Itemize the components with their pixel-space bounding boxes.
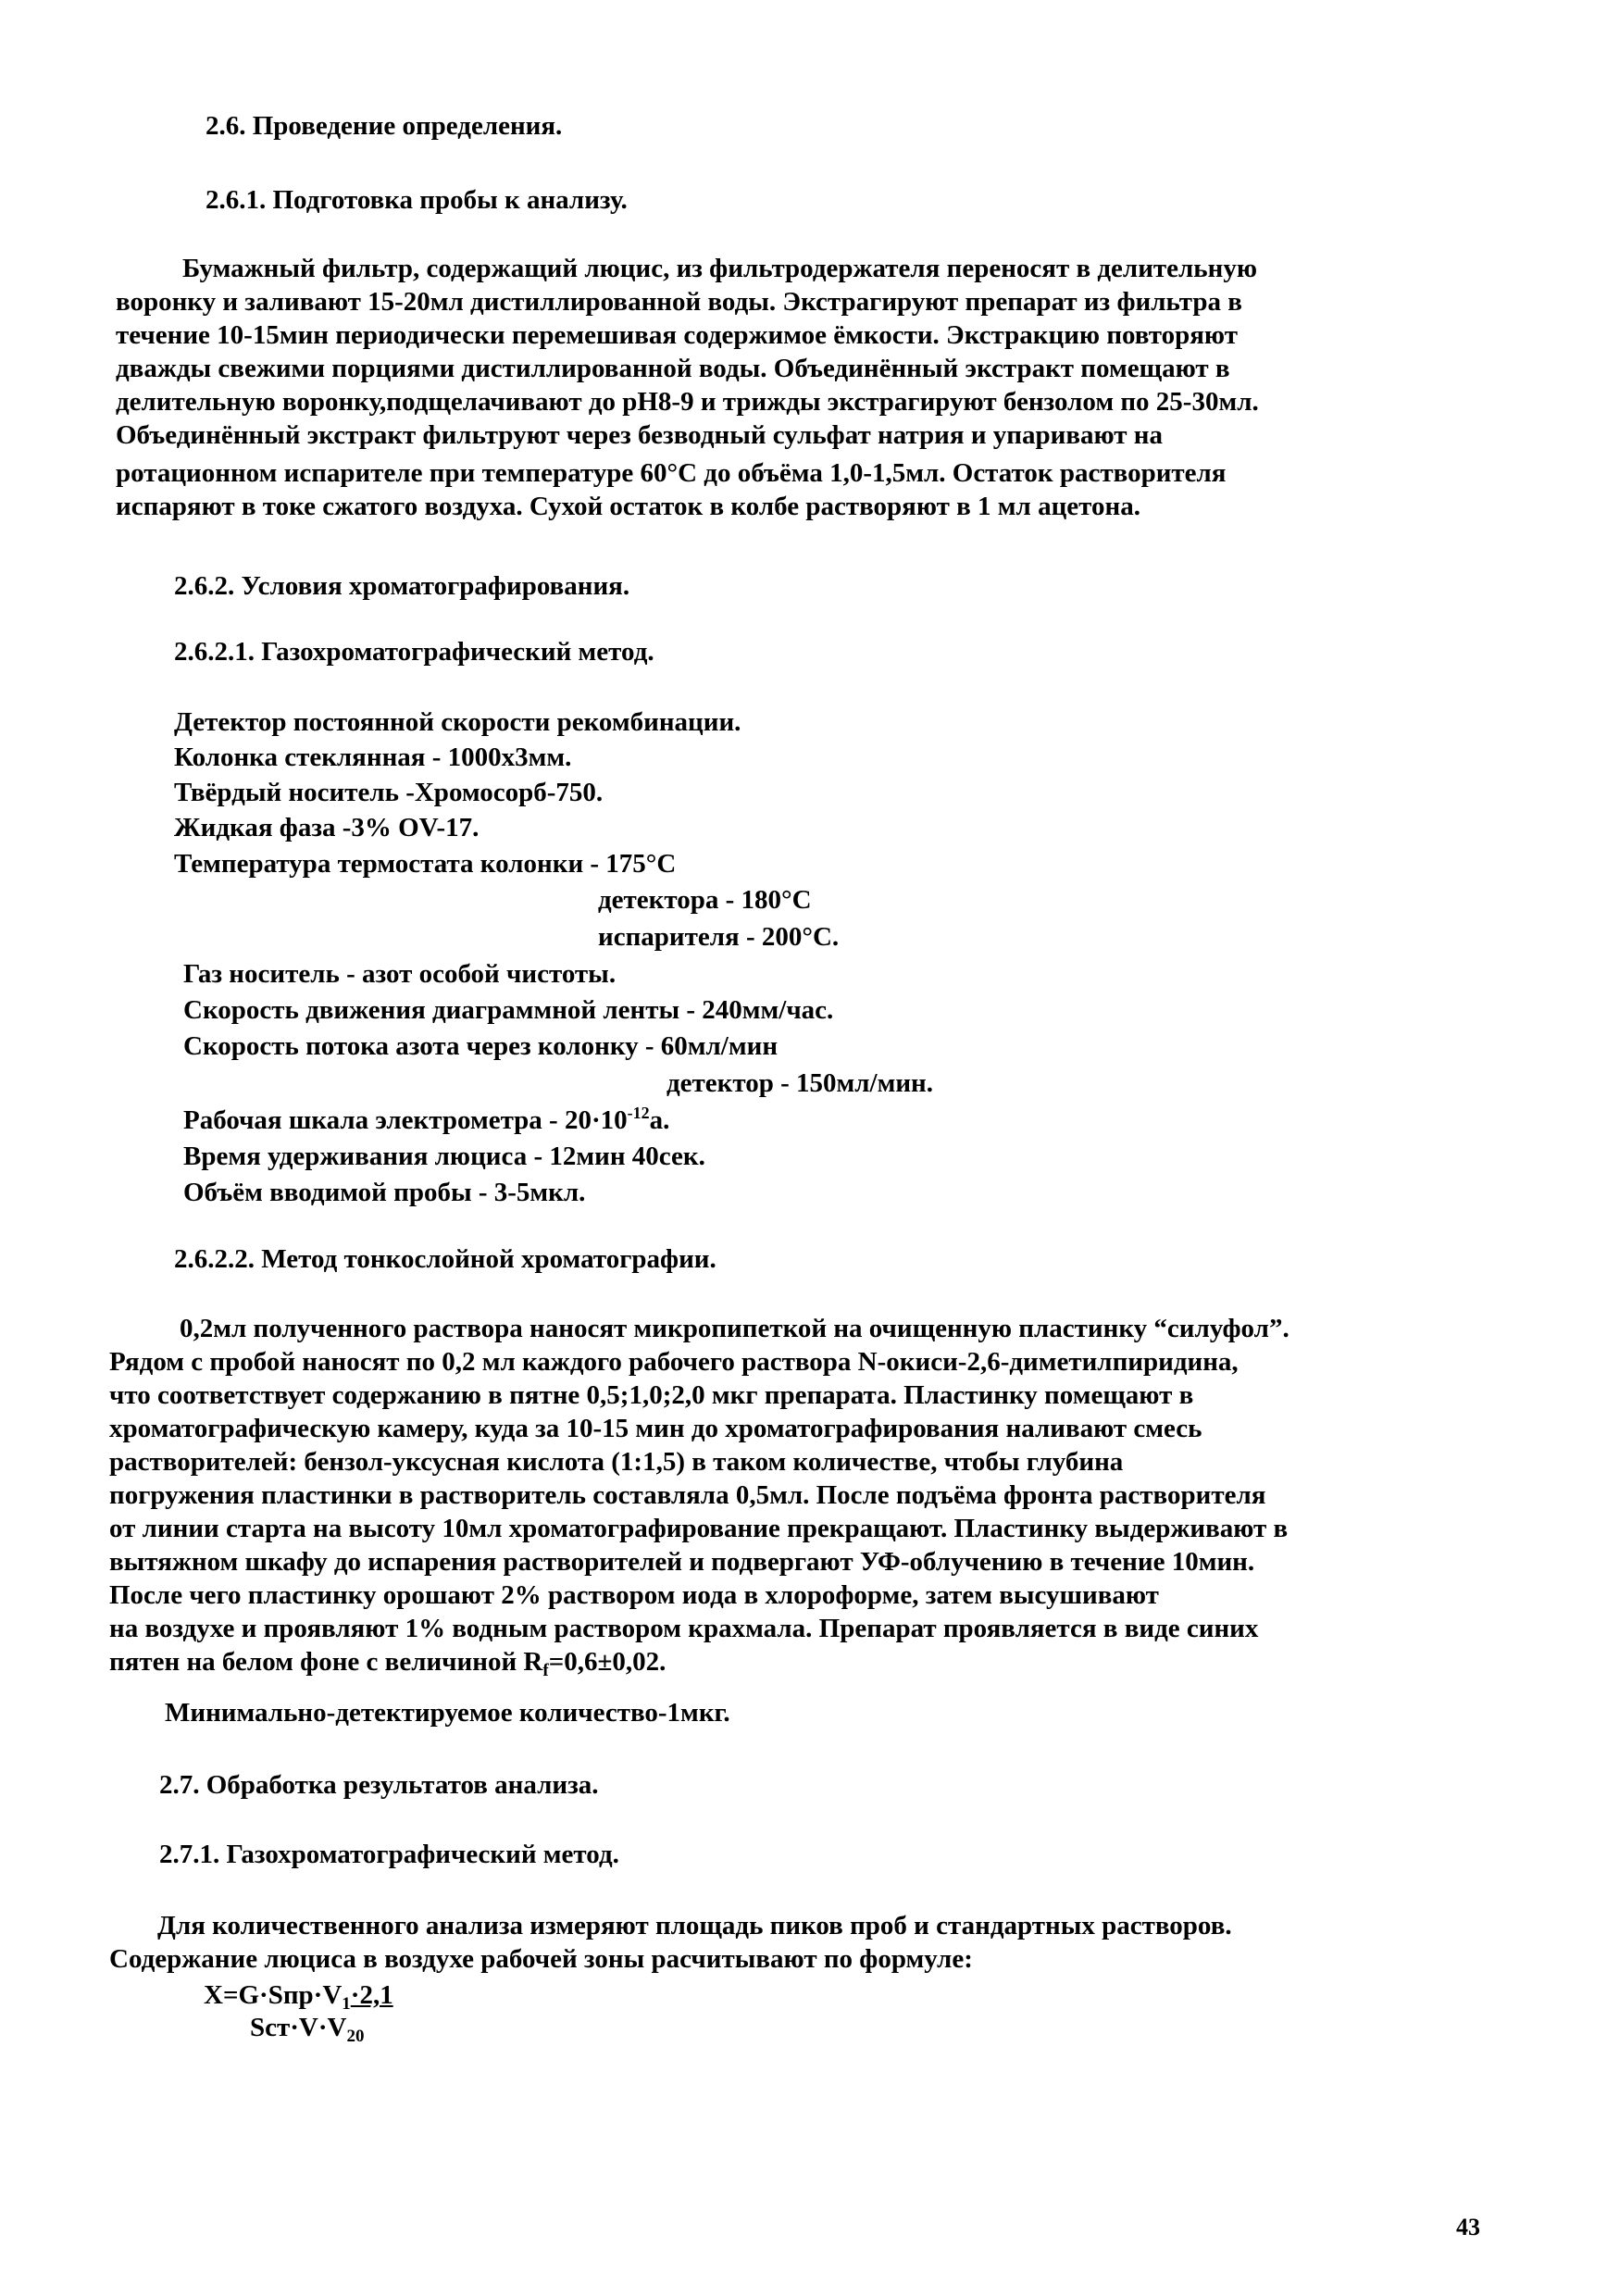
paragraph-line: испаряют в токе сжатого воздуха. Сухой остаток в колбе растворяют в 1 мл ацетона. xyxy=(116,492,1140,521)
tlc-paragraph xyxy=(109,1312,1572,1678)
gc-column: Колонка стеклянная - 1000х3мм. xyxy=(174,742,572,772)
gc-solid-support: Твёрдый носитель -Хромосорб-750. xyxy=(174,778,604,807)
paragraph-line: После чего пластинку орошают 2% раствором иода в хлороформе, затем высушивают xyxy=(109,1580,1159,1610)
heading-2-6-2-1: 2.6.2.1. Газохроматографический метод. xyxy=(174,637,654,667)
paragraph-line: погружения пластинки в растворитель составляла 0,5мл. После подъёма фронта растворителя xyxy=(109,1480,1266,1510)
gc-temp-detector: детектора - 180°С xyxy=(598,885,812,915)
formula-denominator: $Sст\cdot V\cdot V_{20}$ xyxy=(250,2013,365,2046)
paragraph-line: Объединённый экстракт фильтруют через безводный сульфат натрия и упаривают на xyxy=(116,420,1163,450)
sample-prep-paragraph xyxy=(116,252,1560,523)
paragraph-line: на воздухе и проявляют 1% водным раствором крахмала. Препарат проявляется в виде синих xyxy=(109,1614,1259,1643)
paragraph-line: что соответствует содержанию в пятне 0,5;1,0;2,0 мкг препарата. Пластинку помещают в xyxy=(109,1380,1194,1410)
min-detectable-quantity: Минимально-детектируемое количество-1мкг. xyxy=(165,1698,730,1728)
paragraph-line: Бумажный фильтр, содержащий люцис, из фильтродержателя переносят в делительную xyxy=(182,254,1257,283)
gc-electrometer-scale: Рабочая шкала электрометра - $20\cdot 10^{-12}а$. xyxy=(183,1104,670,1135)
paragraph-line: ротационном испарителе при температуре 60°С до объёма 1,0-1,5мл. Остаток растворителя xyxy=(116,458,1227,488)
paragraph-line: от линии старта на высоту 10мл хроматографирование прекращают. Пластинку выдерживают в xyxy=(109,1514,1289,1543)
paragraph-line: течение 10-15мин периодически перемешивая содержимое ёмкости. Экстракцию повторяют xyxy=(116,320,1238,350)
formula-numerator: $X=G\cdot Sпр\cdot V_1\cdot 2,1$ xyxy=(204,1980,393,2014)
analysis-paragraph xyxy=(109,1909,1572,1976)
paragraph-line: Для количественного анализа измеряют площадь пиков проб и стандартных растворов. xyxy=(157,1911,1232,1940)
heading-2-6-2: 2.6.2. Условия хроматографирования. xyxy=(174,571,630,601)
paragraph-line: 0,2мл полученного раствора наносят микропипеткой на очищенную пластинку “силуфол”. xyxy=(180,1314,1289,1343)
gc-sample-volume: Объём вводимой пробы - 3-5мкл. xyxy=(183,1178,586,1207)
paragraph-line: вытяжном шкафу до испарения растворителей и подвергают УФ-облучению в течение 10мин. xyxy=(109,1547,1255,1577)
gc-retention-time: Время удерживания люциса - 12мин 40сек. xyxy=(183,1142,705,1171)
gc-detector: Детектор постоянной скорости рекомбинации. xyxy=(174,707,741,737)
gc-carrier-gas: Газ носитель - азот особой чистоты. xyxy=(183,959,617,989)
heading-2-6: 2.6. Проведение определения. xyxy=(206,111,563,141)
gc-liquid-phase: Жидкая фаза -3% OV-17. xyxy=(174,813,480,842)
paragraph-line: хроматографическую камеру, куда за 10-15 мин до хроматографирования наливают смесь xyxy=(109,1414,1202,1443)
paragraph-line: пятен на белом фоне с величиной $R_f=0,6\pm 0,02$. xyxy=(109,1647,666,1680)
paragraph-line: Содержание люциса в воздухе рабочей зоны расчитывают по формуле: xyxy=(109,1944,973,1974)
paragraph-line: воронку и заливают 15-20мл дистиллированной воды. Экстрагируют препарат из фильтра в xyxy=(116,287,1242,317)
gc-chart-speed: Скорость движения диаграммной ленты - 240мм/час. xyxy=(183,995,834,1025)
heading-2-6-1: 2.6.1. Подготовка пробы к анализу. xyxy=(206,185,628,215)
paragraph-line: растворителей: бензол-уксусная кислота (1:1,5) в таком количестве, чтобы глубина xyxy=(109,1447,1124,1477)
heading-2-6-2-2: 2.6.2.2. Метод тонкослойной хроматографии. xyxy=(174,1244,716,1274)
gc-nitrogen-flow: Скорость потока азота через колонку - 60мл/мин xyxy=(183,1031,779,1061)
paragraph-line: Рядом с пробой наносят по 0,2 мл каждого рабочего раствора N-окиси-2,6-диметилпиридина, xyxy=(109,1347,1239,1377)
paragraph-line: делительную воронку,подщелачивают до рН8-9 и трижды экстрагируют бензолом по 25-30мл. xyxy=(116,387,1259,417)
heading-2-7: 2.7. Обработка результатов анализа. xyxy=(159,1770,599,1800)
paragraph-line: дважды свежими порциями дистиллированной воды. Объединённый экстракт помещают в xyxy=(116,354,1230,383)
gc-temp-column: Температура термостата колонки - 175°С xyxy=(174,849,677,879)
gc-temp-evaporator: испарителя - 200°С. xyxy=(598,922,840,952)
heading-2-7-1: 2.7.1. Газохроматографический метод. xyxy=(159,1840,619,1869)
gc-detector-flow: детектор - 150мл/мин. xyxy=(666,1068,934,1098)
page-number: 43 xyxy=(1456,2214,1480,2240)
